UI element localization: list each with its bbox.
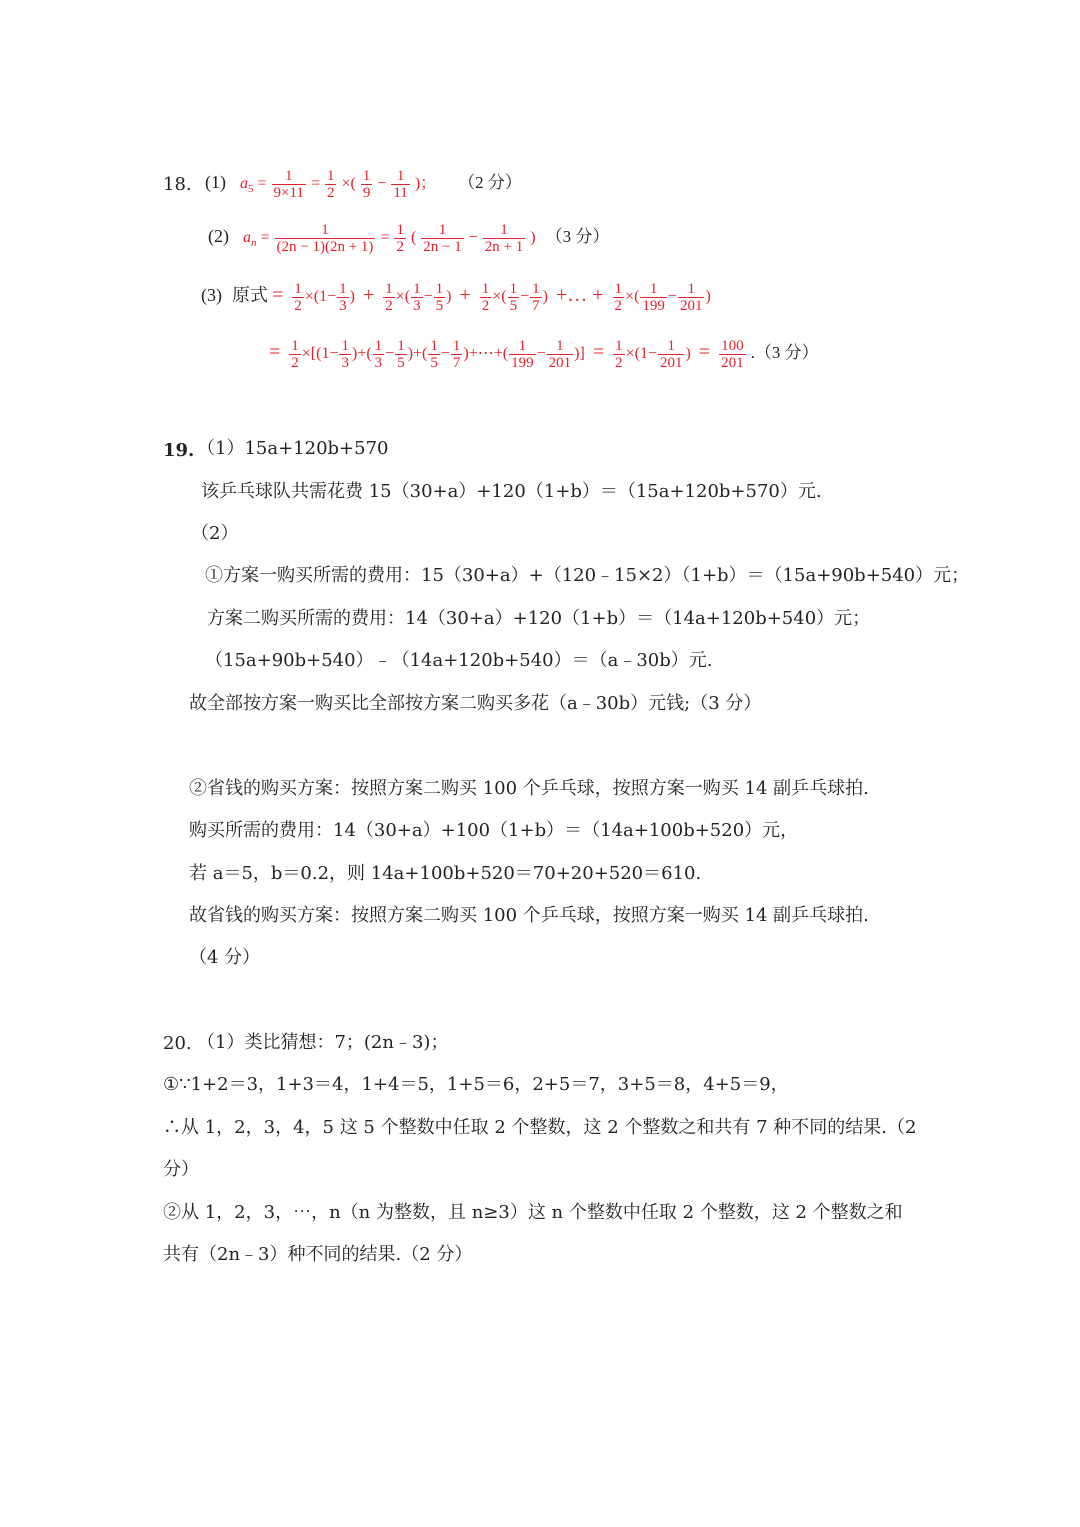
q19-line12: （4 分） — [189, 947, 261, 968]
q18-p2-fb: $\frac{1}{2n + 1}$ — [484, 222, 524, 255]
q18-p1-label: (1) — [205, 172, 226, 193]
q20-line5: ②从 1，2，3，⋯，n（n 为整数，且 n≥3）这 n 个整数中任取 2 个整数，这 2 个整数之和 — [163, 1202, 903, 1223]
q18-p1-eq: = — [257, 175, 267, 193]
q20-line1: （1）类比猜想：7；(2n﹣3)； — [197, 1032, 449, 1053]
q19-line6: （15a+90b+540）﹣（14a+120b+540）＝（a﹣30b）元. — [205, 650, 713, 671]
q19-line7: 故全部按方案一购买比全部按方案二购买多花（a﹣30b）元钱;（3 分） — [189, 693, 762, 714]
q18-part1 — [205, 168, 522, 201]
q18-p1-close: )； — [414, 175, 437, 193]
q19-line2: 该乒乓球队共需花费 15（30+a）+120（1+b）＝（15a+120b+570）元. — [201, 481, 822, 502]
q18-part2 — [208, 222, 609, 255]
q20-number: 20. — [163, 1033, 192, 1054]
q20-line2: ①∵1+2＝3，1+3＝4，1+4＝5，1+5＝6，2+5＝7，3+5＝8，4+5＝9， — [163, 1074, 789, 1095]
q18-p2-fa: $\frac{1}{2n - 1}$ — [423, 222, 462, 255]
q20-line4: 分） — [163, 1159, 199, 1180]
q18-part3-line1: (3) 原式 = $\frac{1}{2}$ ×(1− $\frac{1}{3}$ ) + $\frac{1}{2}$ ×( $\frac{1}{3}$ − $\frac{1}{5}$ ) + $\frac{1}{2}$ ×( $\frac{1}{5}$ − $\frac{1}{7}$ ) +… + $\frac{1}{2}$ ×( $\frac{1}{199}$ − $\frac{1}{201}$ ) — [201, 281, 711, 314]
q18-p2-close: ) — [530, 229, 536, 247]
q20-line3: ∴从 1，2，3，4，5 这 5 个整数中任取 2 个整数，这 2 个整数之和共有 7 种不同的结果.（2 — [163, 1117, 917, 1138]
q18-p2-score: （3 分） — [545, 227, 610, 247]
q19-number: 19. — [163, 440, 195, 461]
q18-p2-half: $\frac{1}{2}$ — [396, 222, 404, 255]
q18-p3-eq: = — [272, 284, 284, 307]
q19-line11: 故省钱的购买方案：按照方案二购买 100 个乒乓球，按照方案一购买 14 副乒乓球拍. — [189, 905, 869, 926]
q18-p2-label: (2) — [208, 226, 229, 247]
q19-line8: ②省钱的购买方案：按照方案二购买 100 个乒乓球，按照方案一购买 14 副乒乓球拍. — [189, 778, 869, 799]
q18-p1-sub: 5 — [248, 183, 254, 196]
q19-line3: （2） — [191, 523, 239, 544]
q19-line5: 方案二购买所需的费用：14（30+a）+120（1+b）＝（14a+120b+540）元； — [207, 608, 871, 629]
q18-p2-eq2: = — [380, 229, 390, 247]
q18-p1-frac1: $\frac{1}{9\times 11}$ — [273, 168, 304, 201]
q18-p1-eq2: = — [310, 175, 320, 193]
q18-p2-sub: n — [251, 237, 257, 250]
q18-p2-minus: − — [468, 229, 478, 247]
q18-p1-lhs: a — [240, 175, 248, 193]
q19-line4: ①方案一购买所需的费用：15（30+a）+（120﹣15×2）（1+b）＝（15a+90b+540）元； — [205, 565, 970, 586]
q18-p3-label: (3) — [201, 285, 222, 306]
q19-line10: 若 a＝5，b＝0.2，则 14a+100b+520＝70+20+520＝610. — [189, 863, 702, 884]
q18-p1-minus: − — [377, 175, 387, 193]
q20-line6: 共有（2n﹣3）种不同的结果.（2 分） — [163, 1244, 473, 1265]
q18-p2-frac1: $\frac{1}{(2n - 1)(2n + 1)}$ — [276, 222, 374, 255]
q18-p1-half: $\frac{1}{2}$ — [326, 168, 335, 201]
q18-p2-open: ( — [410, 229, 417, 247]
q18-number: 18. — [163, 174, 192, 195]
q18-p3-lead: 原式 — [232, 285, 268, 306]
q18-p1-fb: $\frac{1}{11}$ — [393, 168, 408, 201]
q18-p1-score: （2 分） — [458, 173, 522, 193]
q18-p3-score: .（3 分） — [750, 343, 819, 363]
q19-line9: 购买所需的费用：14（30+a）+100（1+b）＝（14a+100b+520）元， — [189, 820, 799, 841]
q19-line1: （1）15a+120b+570 — [197, 438, 389, 459]
q18-p1-fa: $\frac{1}{9}$ — [362, 168, 371, 201]
q18-part3-line2: = $\frac{1}{2}$ ×[(1− $\frac{1}{3}$ )+( $\frac{1}{3}$ − $\frac{1}{5}$ )+( $\frac{1}{5}$ − $\frac{1}{7}$ )+⋯+( $\frac{1}{199}$ − $\frac{1}{201}$ )] = $\frac{1}{2}$ ×(1− $\frac{1}{201}$ ) = $\frac{100}{201}$ .（3 分） — [269, 338, 819, 371]
q18-p2-eq: = — [260, 229, 270, 247]
q18-p1-open: ×( — [341, 175, 356, 193]
q18-p2-lhs: a — [243, 229, 251, 247]
